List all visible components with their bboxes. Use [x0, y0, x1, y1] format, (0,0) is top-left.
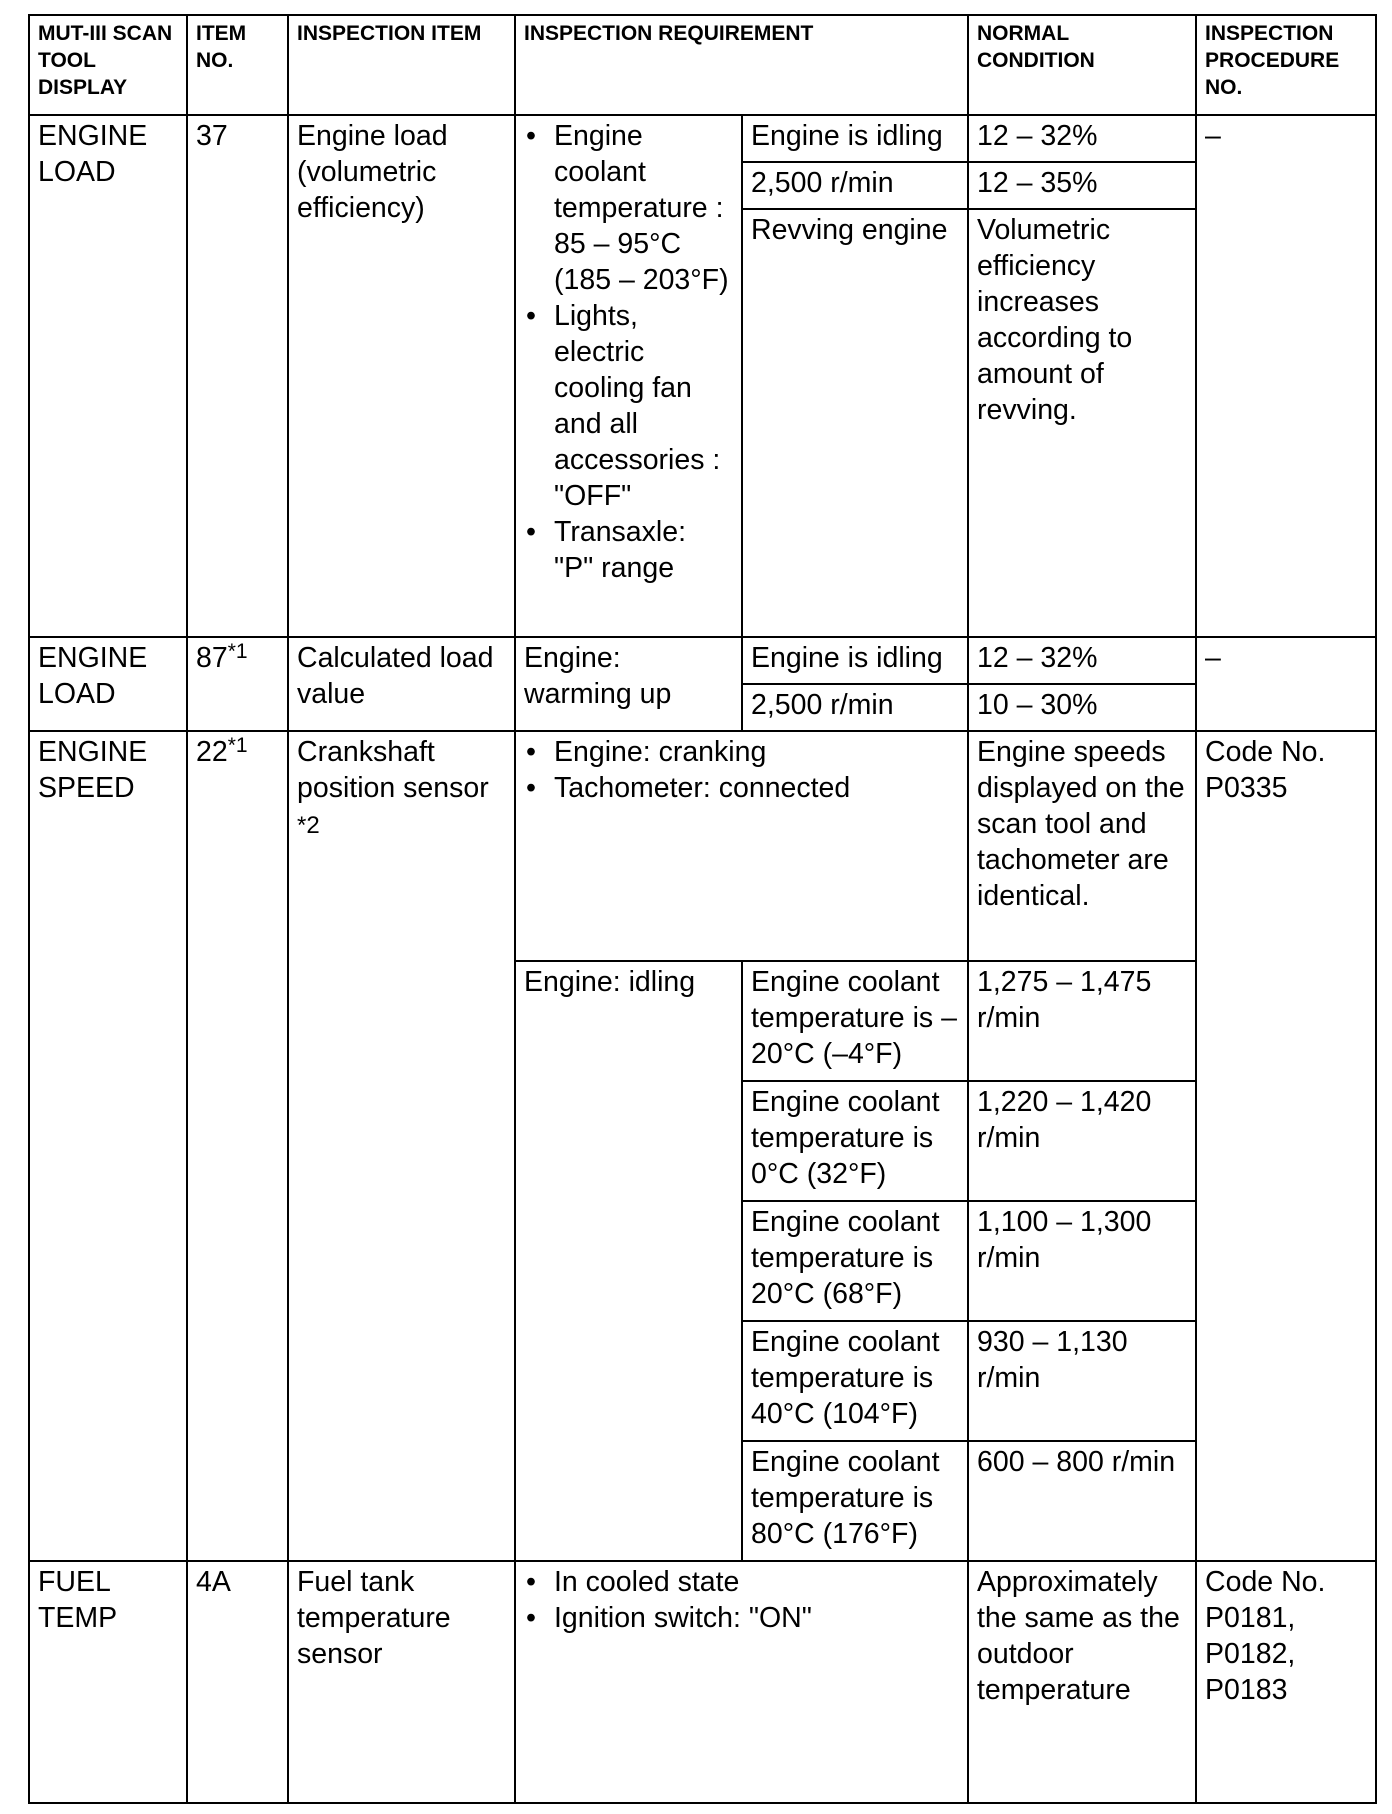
header-inspection-requirement: INSPECTION REQUIREMENT: [515, 15, 968, 115]
cell-normal: Engine speeds displayed on the scan tool and tachometer are identical.: [968, 731, 1196, 961]
cell-item-no: 4A: [187, 1561, 288, 1803]
cell-requirement: Engine: warming up: [515, 637, 742, 731]
cell-requirement: Engine: idling: [515, 961, 742, 1561]
header-item-no: ITEM NO.: [187, 15, 288, 115]
cell-inspection-item: Calculated load value: [288, 637, 515, 731]
cell-requirement: [515, 1561, 968, 1803]
cell-normal: 10 – 30%: [968, 684, 1196, 731]
cell-display: ENGINE LOAD: [29, 115, 187, 637]
inspection-table: [28, 14, 1377, 1804]
cell-condition: 2,500 r/min: [742, 162, 968, 209]
cell-condition: Engine coolant temperature is 20°C (68°F): [742, 1201, 968, 1321]
requirement-list: [524, 1564, 959, 1636]
cell-inspection-item: Fuel tank temperature sensor: [288, 1561, 515, 1803]
requirement-list: [524, 118, 733, 586]
cell-procedure-no: Code No. P0335: [1196, 731, 1376, 1561]
list-item: • Ignition switch: "ON": [524, 1600, 959, 1636]
cell-normal: 12 – 35%: [968, 162, 1196, 209]
footnote-marker: *1: [227, 734, 248, 757]
header-inspection-item: INSPECTION ITEM: [288, 15, 515, 115]
cell-normal: 600 – 800 r/min: [968, 1441, 1196, 1561]
item-no-value: 22: [196, 736, 228, 768]
cell-requirement: [515, 115, 742, 637]
list-item: • Engine coolant temperature : 85 – 95°C (185 – 203°F): [524, 118, 733, 298]
list-item: • Engine: cranking: [524, 734, 959, 770]
list-item: • In cooled state: [524, 1564, 959, 1600]
header-display: MUT-III SCAN TOOL DISPLAY: [29, 15, 187, 115]
table-row: [29, 115, 1376, 162]
list-item: • Tachometer: connected: [524, 770, 959, 806]
cell-normal: 1,100 – 1,300 r/min: [968, 1201, 1196, 1321]
cell-item-no: 37: [187, 115, 288, 637]
cell-requirement: [515, 731, 968, 961]
cell-inspection-item: [288, 731, 515, 1561]
cell-condition: Engine coolant temperature is 40°C (104°F): [742, 1321, 968, 1441]
header-procedure-no: INSPECTION PROCEDURE NO.: [1196, 15, 1376, 115]
requirement-list: [524, 734, 959, 806]
cell-condition: Engine coolant temperature is 0°C (32°F): [742, 1081, 968, 1201]
cell-normal: 12 – 32%: [968, 115, 1196, 162]
cell-condition: Engine is idling: [742, 115, 968, 162]
cell-display: FUEL TEMP: [29, 1561, 187, 1803]
cell-procedure-no: –: [1196, 115, 1376, 637]
cell-condition: Engine coolant temperature is –20°C (–4°F): [742, 961, 968, 1081]
list-item: • Transaxle: "P" range: [524, 514, 733, 586]
header-normal-condition: NORMAL CONDITION: [968, 15, 1196, 115]
cell-inspection-item: Engine load (volumetric efficiency): [288, 115, 515, 637]
table-row: [29, 731, 1376, 961]
cell-item-no: [187, 731, 288, 1561]
item-no-value: 87: [196, 642, 228, 674]
cell-display: ENGINE SPEED: [29, 731, 187, 1561]
footnote-marker: *1: [227, 640, 248, 663]
inspection-item-text: Crankshaft position sensor: [297, 736, 489, 804]
cell-condition: Revving engine: [742, 209, 968, 637]
cell-condition: Engine coolant temperature is 80°C (176°F): [742, 1441, 968, 1561]
cell-normal: 12 – 32%: [968, 637, 1196, 684]
cell-normal: Volumetric efficiency increases according to amount of revving.: [968, 209, 1196, 637]
cell-condition: 2,500 r/min: [742, 684, 968, 731]
list-item: • Lights, electric cooling fan and all accessories : "OFF": [524, 298, 733, 514]
cell-normal: 1,275 – 1,475 r/min: [968, 961, 1196, 1081]
table-row: [29, 1561, 1376, 1803]
header-row: [29, 15, 1376, 115]
cell-procedure-no: –: [1196, 637, 1376, 731]
footnote-marker: *2: [297, 812, 320, 839]
cell-normal: Approximately the same as the outdoor temperature: [968, 1561, 1196, 1803]
cell-normal: 930 – 1,130 r/min: [968, 1321, 1196, 1441]
cell-normal: 1,220 – 1,420 r/min: [968, 1081, 1196, 1201]
cell-procedure-no: Code No. P0181, P0182, P0183: [1196, 1561, 1376, 1803]
table-row: [29, 637, 1376, 684]
cell-item-no: [187, 637, 288, 731]
cell-display: ENGINE LOAD: [29, 637, 187, 731]
cell-condition: Engine is idling: [742, 637, 968, 684]
